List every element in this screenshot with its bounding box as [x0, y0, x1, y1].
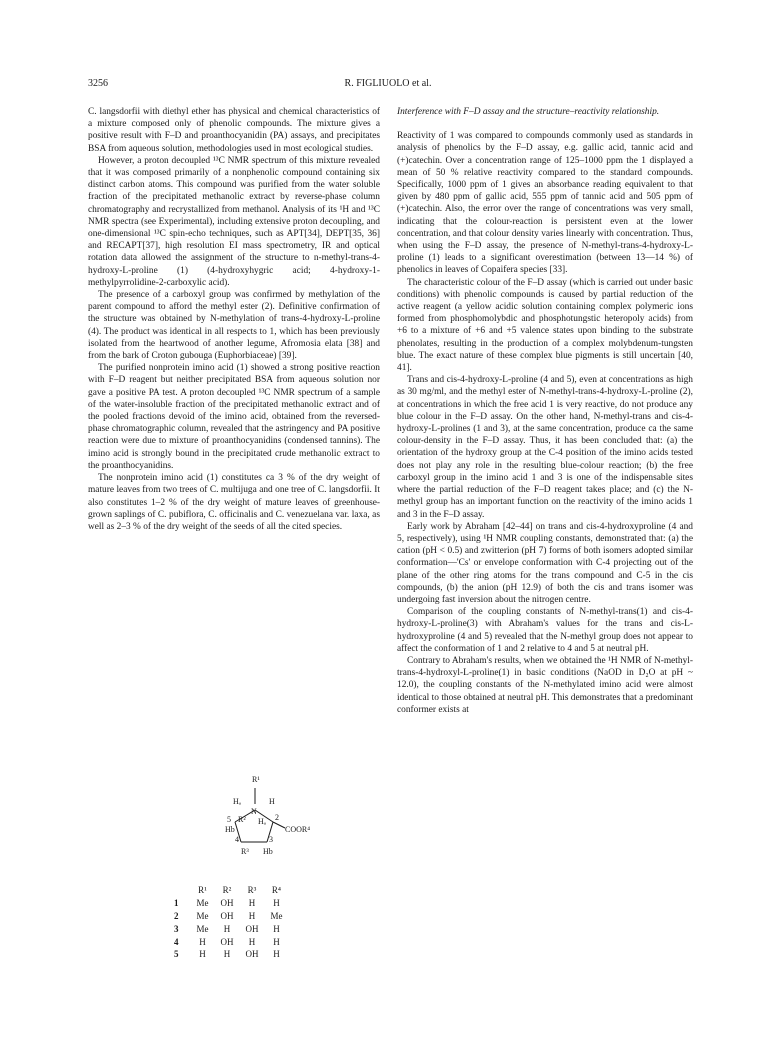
table-cell: 4 [174, 936, 179, 947]
paragraph: Reactivity of 1 was compared to compounds commonly used as standards in analysis of phenolics by the F–D assay, e.g. gallic acid, tannic acid and (+)catechin. Over a concentration range of 125–1000 ppm the 1 displayed a mean of 50 % relative reactivity compared to the standard compounds. Specifically, 1000 ppm of 1 gives an absorbance reading equivalent to that given by 480 ppm of gallic acid, 555 ppm of tannic acid and 505 ppm of (+)catechin. Also, the error over the range of concentrations was very small, indicating that the colour-reaction is persistent even at the lower concentration, and that colour density varies linearly with concentration. Thus, when using the F–D assay, the presence of N-methyl-trans-4-hydroxy-L-proline (1) leads to a significant overestimation (between 13—14 %) of phenolics in leaves of Copaifera species [33]. [397, 131, 693, 276]
table-header-row [168, 884, 289, 897]
table-cell: 5 [174, 949, 179, 960]
label-c2: 2 [275, 813, 279, 822]
substituent-table [168, 884, 289, 961]
paragraph: The purified nonprotein imino acid (1) showed a strong positive reaction with F–D reagent but neither precipitated BSA from aqueous solution nor gave a positive PA test. A proton decoupled ¹³C NMR spectrum of a sample of the water-insoluble fraction of the precipitated methanolic extract and of the pooled fractions devoid of the imino acid, obtained from the reversed-phase chromatographic column, revealed that the astringency and PA positive reaction were due to mixture of proanthocyanidins (condensed tannins). The imino acid is strongly bound in the precipitated crude methanolic extract to the proanthocyanidins. [88, 363, 380, 471]
table-cell: OH [245, 923, 259, 934]
label-c5: 5 [227, 815, 231, 824]
table-cell: Me [270, 910, 283, 921]
table-header: R⁴ [271, 885, 282, 896]
table-header: R² [222, 885, 232, 896]
table-row [168, 935, 289, 948]
section-heading: Interference with F–D assay and the structure–reactivity relationship. [397, 107, 660, 117]
label-r1: R¹ [252, 775, 260, 784]
table-header: R³ [247, 885, 257, 896]
table-row [168, 948, 289, 961]
table-cell: H [199, 949, 206, 960]
label-r2: R² [238, 815, 246, 824]
table-header [168, 884, 191, 897]
paragraph: However, a proton decoupled ¹³C NMR spectrum of this mixture revealed that it was composed primarily of a nonphenolic compound containing six distinct carbon atoms. This compound was purified from the water soluble fraction of the precipitated methanolic extract by reverse-phase column chromatography and recrystallized from methanol. Analysis of its ¹H and ¹³C NMR spectra (see Experimental), including extensive proton decoupling, and one-dimensional ¹³C spin-echo techniques, such as APT[34], DEPT[35, 36] and RECAPT[37], high resolution EI mass spectrometry, IR and optical rotation data allowed the assignment of the structure to n-methyl-trans-4-hydroxy-L-proline (1) (4-hydroxyhygric acid; 4-hydroxy-1-methylpyrrolidine-2-carboxylic acid). [88, 155, 380, 288]
table-cell: OH [245, 949, 259, 960]
paragraph: Trans and cis-4-hydroxy-L-proline (4 and 5), even at concentrations as high as 30 mg/ml, and the methyl ester of N-methyl-trans-4-hydroxy-L-proline (2), at concentrations in which the free acid 1 is very reactive, do not produce any blue colour in the F–D assay. On the other hand, N-methyl-trans and cis-4-hydroxy-L-prolines (1 and 3), at the same concentration, produce ca the same colour-density in the F–D assay. Thus, it has been concluded that: (a) the orientation of the hydroxy group at the C-4 position of the imino acids tested does not play any role in the resulting blue-colour reaction; (b) the free carboxyl group in the imino acid 1 and 3 is one of the indispensable sites where the partial reduction of the F–D reagent takes place; and (c) the N-methyl group has an important function on the reactivity of the imino acids 1 and 3 in the F–D assay. [397, 375, 693, 520]
table-cell: H [248, 936, 256, 947]
table-cell: 1 [174, 898, 179, 909]
table-cell: OH [220, 936, 234, 947]
paragraph: C. langsdorfii with diethyl ether has physical and chemical characteristics of a mixture composed only of phenolic compounds. The mixture gives a positive result with F–D and proanthocyanidin (PA) assays, and precipitates BSA from aqueous solution, methodologies used in most ecological studies. [88, 107, 380, 154]
paragraph: The characteristic colour of the F–D assay (which is carried out under basic conditions) with phenolic compounds is caused by partial reduction of the active reagent (a yellow acidic solution containing complex polymeric ions formed from phosphomolybdic and phosphotungstic heteropoly acids) from +6 to a mixture of +6 and +5 valence states upon binding to the substrate phenolates, resulting in the production of a complex molybdenum-tungsten blue. The exact nature of these complex blue pigments is still uncertain [40, 41]. [397, 277, 693, 374]
table-cell: 3 [174, 923, 179, 934]
table-cell: H [273, 936, 280, 947]
paragraph: The nonprotein imino acid (1) constitutes ca 3 % of the dry weight of mature leaves from two trees of C. multijuga and one tree of C. langsdorfii. It also constitutes 1–2 % of the dry weight of mature leaves of greenhouse-grown saplings of C. pubiflora, C. officinalis and C. venezuelana var. laxa, as well as 2–3 % of the dry weight of the seeds of all the cited species. [88, 473, 380, 532]
table-cell: Me [196, 923, 209, 934]
label-n: N [251, 807, 257, 816]
table-cell: OH [220, 898, 234, 909]
paragraph: Comparison of the coupling constants of N-methyl-trans(1) and cis-4-hydroxy-L-proline(3) with Abraham's values for the trans and cis-L-hydroxyproline (4 and 5) revealed that the N-methyl group does not appear to affect the conformation of 1 and 2 relative to 4 and 5 at neutral pH. [397, 607, 693, 654]
table-cell: Me [196, 910, 209, 921]
page-number: 3256 [88, 78, 108, 89]
table-cell: H [273, 949, 280, 960]
table-header: R¹ [198, 885, 207, 896]
paragraph: The presence of a carboxyl group was confirmed by methylation of the parent compound to afford the methyl ester (2). Definitive confirmation of the structure was obtained by N-methylation of trans-4-hydroxy-L-proline (4). The product was identical in all respects to 1, which has been previously isolated from the heartwood of another legume, Afromosia elata [38] and from the bark of Croton gubouga (Euphorbiaceae) [39]. [88, 290, 380, 362]
label-c3: 3 [269, 835, 273, 844]
table-cell: 2 [174, 910, 179, 921]
label-hb-left: Hb [225, 825, 235, 834]
table-cell: Me [196, 898, 209, 909]
chemical-structure [205, 770, 315, 870]
label-hb-mid: Hₐ [258, 817, 266, 826]
table-cell: H [273, 898, 280, 909]
table-cell: H [199, 936, 206, 947]
table-cell: H [223, 949, 231, 960]
table-cell: H [248, 898, 256, 909]
table-cell: OH [220, 910, 234, 921]
label-hb-bottom: Hb [263, 847, 273, 856]
table-row [168, 910, 289, 923]
bond-c2-coor [273, 822, 285, 828]
label-c4: 4 [235, 835, 239, 844]
running-head: R. FIGLIUOLO et al. [344, 78, 432, 89]
table-row [168, 897, 289, 910]
right-column [397, 106, 693, 716]
label-coor4: COOR⁴ [285, 825, 311, 834]
left-column [88, 106, 380, 533]
paragraph: Contrary to Abraham's results, when we obtained the ¹H NMR of N-methyl-trans-4-hydroxyl-L-proline(1) in basic conditions (NaOD in D₂O at pH ~ 12.0), the coupling constants of the N-methylated imino acid were almost identical to those obtained at neutral pH. This demonstrates that a predominant conformer exists at [397, 655, 693, 715]
label-h: H [269, 797, 275, 806]
label-r3: R³ [241, 847, 249, 856]
paragraph: Early work by Abraham [42–44] on trans and cis-4-hydroxyproline (4 and 5, respectively), using ¹H NMR coupling constants, demonstrated that: (a) the cation (pH < 0.5) and zwitterion (pH 7) forms of both isomers adopted similar conformation—'Cs' or envelope conformation with C-4 projecting out of the plane of the other ring atoms for the trans compound and C-5 in the cis compounds, (b) the anion (pH 12.9) of both the cis and trans isomer was undergoing fast inversion about the nitrogen centre. [397, 521, 693, 605]
label-ha: Hₐ [233, 797, 241, 806]
table-cell: H [223, 923, 231, 934]
page-header [88, 78, 688, 92]
table-cell: H [273, 923, 280, 934]
table-row [168, 922, 289, 935]
table-cell: H [248, 910, 256, 921]
